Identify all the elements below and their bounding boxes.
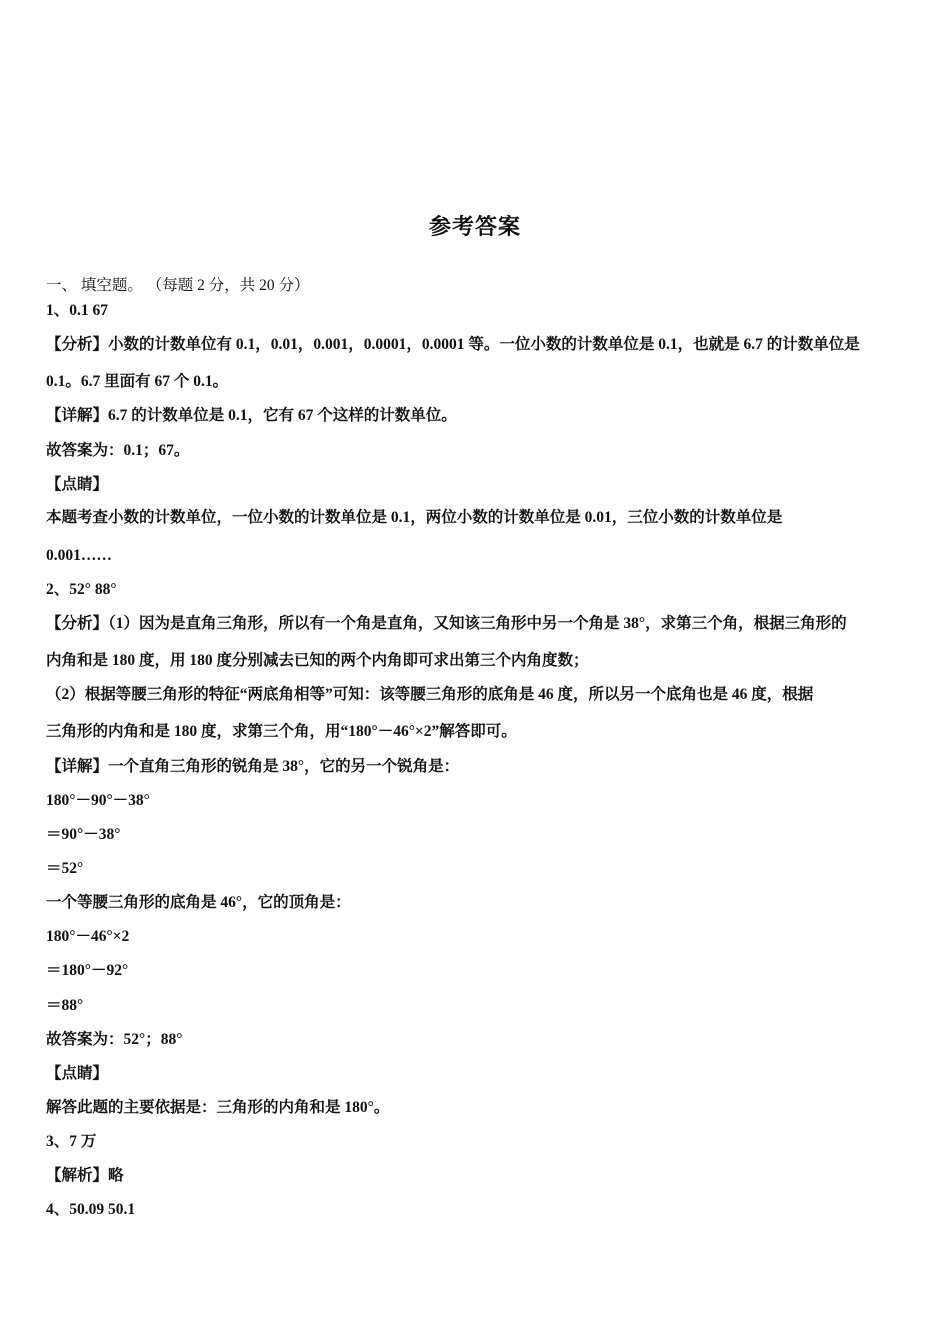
conclusion-1: 故答案为：0.1；67。 <box>46 442 190 459</box>
calc-line: ＝180°－92° <box>46 962 129 979</box>
tip-2: 解答此题的主要依据是：三角形的内角和是 180°。 <box>46 1099 390 1116</box>
detail-2-part2: 一个等腰三角形的底角是 46°，它的顶角是： <box>46 894 351 911</box>
calc-line: ＝88° <box>46 997 84 1014</box>
calc-line: 180°－46°×2 <box>46 928 130 945</box>
answer-3: 3、7 万 <box>46 1133 97 1150</box>
calc-line: ＝90°－38° <box>46 826 121 843</box>
tip-1-cont: 0.001…… <box>46 547 112 564</box>
detail-1: 【详解】6.7 的计数单位是 0.1，它有 67 个这样的计数单位。 <box>46 407 457 424</box>
analysis-2-cont: 内角和是 180 度，用 180 度分别减去已知的两个内角即可求出第三个内角度数； <box>46 652 589 669</box>
tip-label-1: 【点睛】 <box>46 476 109 493</box>
analysis-1-cont: 0.1。6.7 里面有 67 个 0.1。 <box>46 373 229 390</box>
analysis-2-part2: （2）根据等腰三角形的特征“两底角相等”可知：该等腰三角形的底角是 46 度，所以另一个底角也是 46 度，根据 <box>46 686 814 703</box>
analysis-1: 【分析】小数的计数单位有 0.1，0.01，0.001，0.0001，0.0001 等。一位小数的计数单位是 0.1，也就是 6.7 的计数单位是 <box>46 336 860 353</box>
explanation-3: 【解析】略 <box>46 1167 124 1184</box>
calc-line: 180°－90°－38° <box>46 792 150 809</box>
page-title: 参考答案 <box>428 214 521 239</box>
analysis-2: 【分析】（1）因为是直角三角形，所以有一个角是直角，又知该三角形中另一个角是 38°，求第三个角，根据三角形的 <box>46 615 847 632</box>
answer-4: 4、50.09 50.1 <box>46 1201 136 1218</box>
calc-line: ＝52° <box>46 860 84 877</box>
tip-label-2: 【点睛】 <box>46 1065 109 1082</box>
conclusion-2: 故答案为：52°；88° <box>46 1031 183 1048</box>
tip-1: 本题考查小数的计数单位，一位小数的计数单位是 0.1，两位小数的计数单位是 0.01，三位小数的计数单位是 <box>46 509 783 526</box>
section-heading: 一、 填空题。 （每题 2 分，共 20 分） <box>46 277 310 294</box>
answer-2: 2、52° 88° <box>46 581 117 598</box>
analysis-2-part2-cont: 三角形的内角和是 180 度，求第三个角，用“180°－46°×2”解答即可。 <box>46 723 517 740</box>
answer-1: 1、0.1 67 <box>46 302 109 319</box>
detail-2: 【详解】一个直角三角形的锐角是 38°，它的另一个锐角是： <box>46 758 460 775</box>
